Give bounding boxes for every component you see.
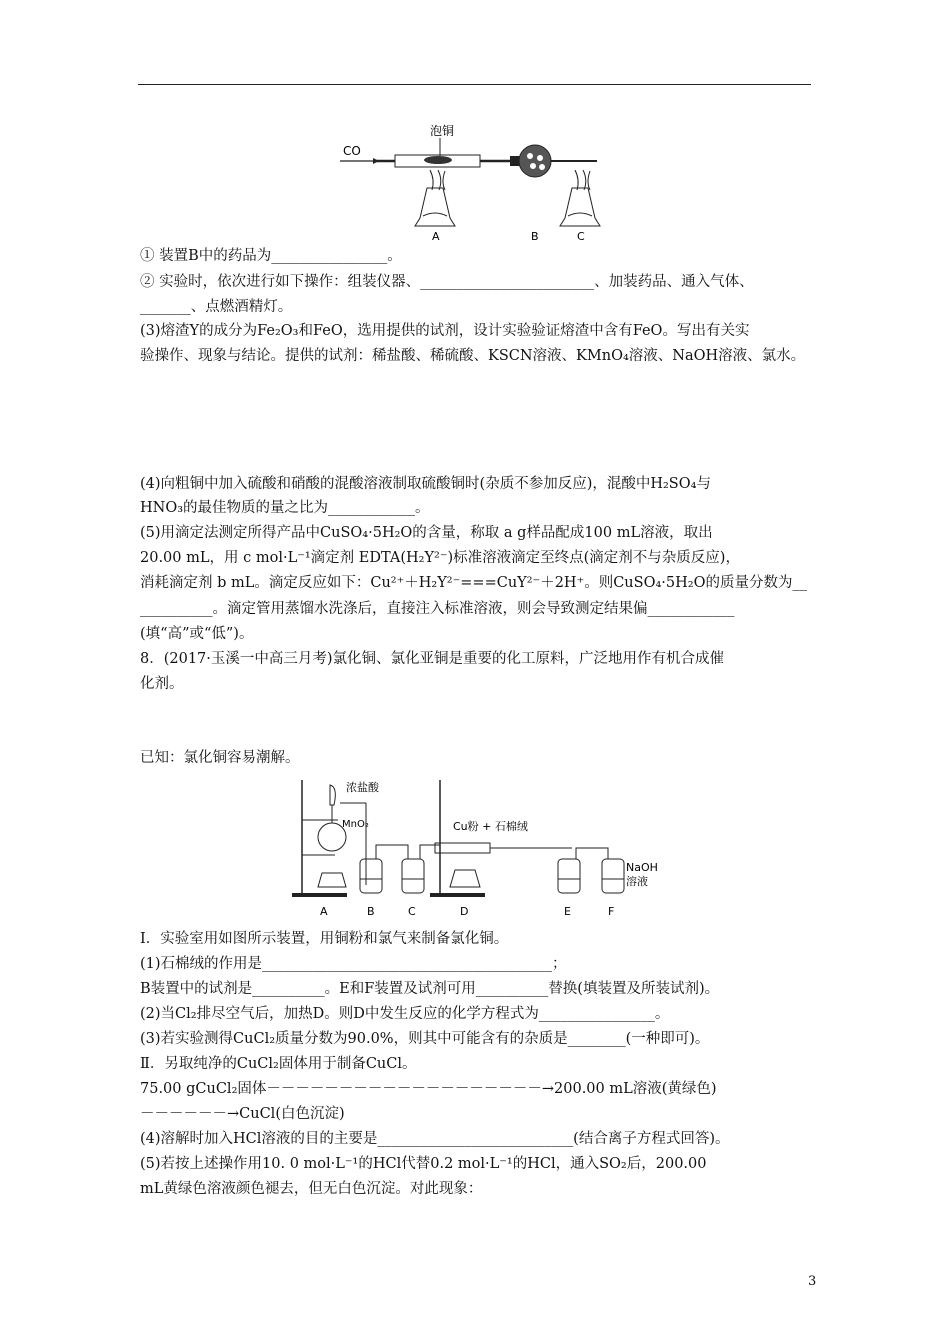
fig2-label-mno2: MnO₂ [342, 819, 369, 830]
text-line: __________。滴定管用蒸馏水洗涤后，直接注入标准溶液，则会导致测定结果偏____________ [140, 601, 735, 617]
text-line: 消耗滴定剂 b mL。滴定反应如下：Cu²⁺＋H₂Y²⁻===CuY²⁻＋2H⁺。则CuSO₄·5H₂O的质量分数为__ [140, 575, 807, 591]
text-line: 化剂。 [140, 676, 184, 692]
fig1-label-cu: 泡铜 [430, 124, 455, 138]
text-line: (4)溶解时加入HCl溶液的目的主要是___________________________(结合离子方程式回答)。 [140, 1131, 730, 1147]
fig1-label-co: CO [343, 144, 361, 158]
apparatus-figure-2 [290, 775, 670, 923]
text-line: (1)石棉绒的作用是________________________________________； [140, 956, 567, 972]
apparatus-figure-1 [335, 118, 610, 242]
text-line: (5)若按上述操作用10. 0 mol·L⁻¹的HCl代替0.2 mol·L⁻¹的HCl，通入SO₂后，200.00 [140, 1156, 707, 1172]
fig1-label-a: A [432, 230, 440, 242]
fig2-label-a: A [320, 905, 328, 918]
text-line: Ⅱ．另取纯净的CuCl₂固体用于制备CuCl。 [140, 1056, 417, 1072]
fig1-label-b: B [531, 230, 539, 242]
text-line: 验操作、现象与结论。提供的试剂：稀盐酸、稀硫酸、KSCN溶液、KMnO₄溶液、NaOH溶液、氯水。 [140, 348, 806, 364]
text-line: 20.00 mL，用 c mol·L⁻¹滴定剂 EDTA(H₂Y²⁻)标准溶液滴定至终点(滴定剂不与杂质反应)， [140, 550, 740, 566]
header-rule [138, 84, 811, 85]
fig2-label-f: F [608, 905, 615, 918]
text-line: mL黄绿色溶液颜色褪去，但无白色沉淀。对此现象： [140, 1181, 483, 1197]
text-line: 已知：氯化铜容易潮解。 [140, 750, 300, 766]
text-line: Ⅰ．实验室用如图所示装置，用铜粉和氯气来制备氯化铜。 [140, 931, 509, 947]
text-line: －－－－－－→CuCl(白色沉淀) [140, 1106, 345, 1122]
fig1-label-c: C [577, 230, 585, 242]
text-line: (2)当Cl₂排尽空气后，加热D。则D中发生反应的化学方程式为________________。 [140, 1006, 670, 1022]
text-line: ② 实验时，依次进行如下操作：组装仪器、________________________、加装药品、通入气体、 [140, 274, 754, 290]
fig2-label-cu: Cu粉 + 石棉绒 [453, 820, 528, 833]
text-line: (4)向粗铜中加入硫酸和硝酸的混酸溶液制取硫酸铜时(杂质不参加反应)，混酸中H₂SO₄与 [140, 476, 711, 492]
text-line: B装置中的试剂是__________。E和F装置及试剂可用__________替换(填装置及所装试剂)。 [140, 981, 720, 997]
text-line: 8．(2017·玉溪一中高三月考)氯化铜、氯化亚铜是重要的化工原料，广泛地用作有机合成催 [140, 651, 725, 667]
text-line: (3)若实验测得CuCl₂质量分数为90.0%，则其中可能含有的杂质是________(一种即可)。 [140, 1031, 710, 1047]
text-line: _______、点燃酒精灯。 [140, 299, 293, 315]
fig2-label-d: D [460, 905, 469, 918]
fig2-label-naoh1: NaOH [626, 861, 658, 874]
fig2-label-acid: 浓盐酸 [346, 781, 379, 794]
fig2-label-e: E [564, 905, 571, 918]
text-line: (填“高”或“低”)。 [140, 626, 254, 642]
text-line: HNO₃的最佳物质的量之比为____________。 [140, 500, 430, 516]
text-line: (5)用滴定法测定所得产品中CuSO₄·5H₂O的含量，称取 a g样品配成100 mL溶液，取出 [140, 525, 713, 541]
page-number: 3 [808, 1274, 817, 1289]
fig2-label-naoh2: 溶液 [626, 875, 648, 888]
fig2-label-c: C [408, 905, 416, 918]
text-line: 75.00 gCuCl₂固体－－－－－－－－－－－－－－－－－－－→200.00 mL溶液(黄绿色) [140, 1081, 717, 1097]
text-line: (3)熔渣Y的成分为Fe₂O₃和FeO，选用提供的试剂，设计实验验证熔渣中含有FeO。写出有关实 [140, 323, 750, 339]
text-line: ① 装置B中的药品为________________。 [140, 248, 402, 264]
fig2-label-b: B [367, 905, 375, 918]
